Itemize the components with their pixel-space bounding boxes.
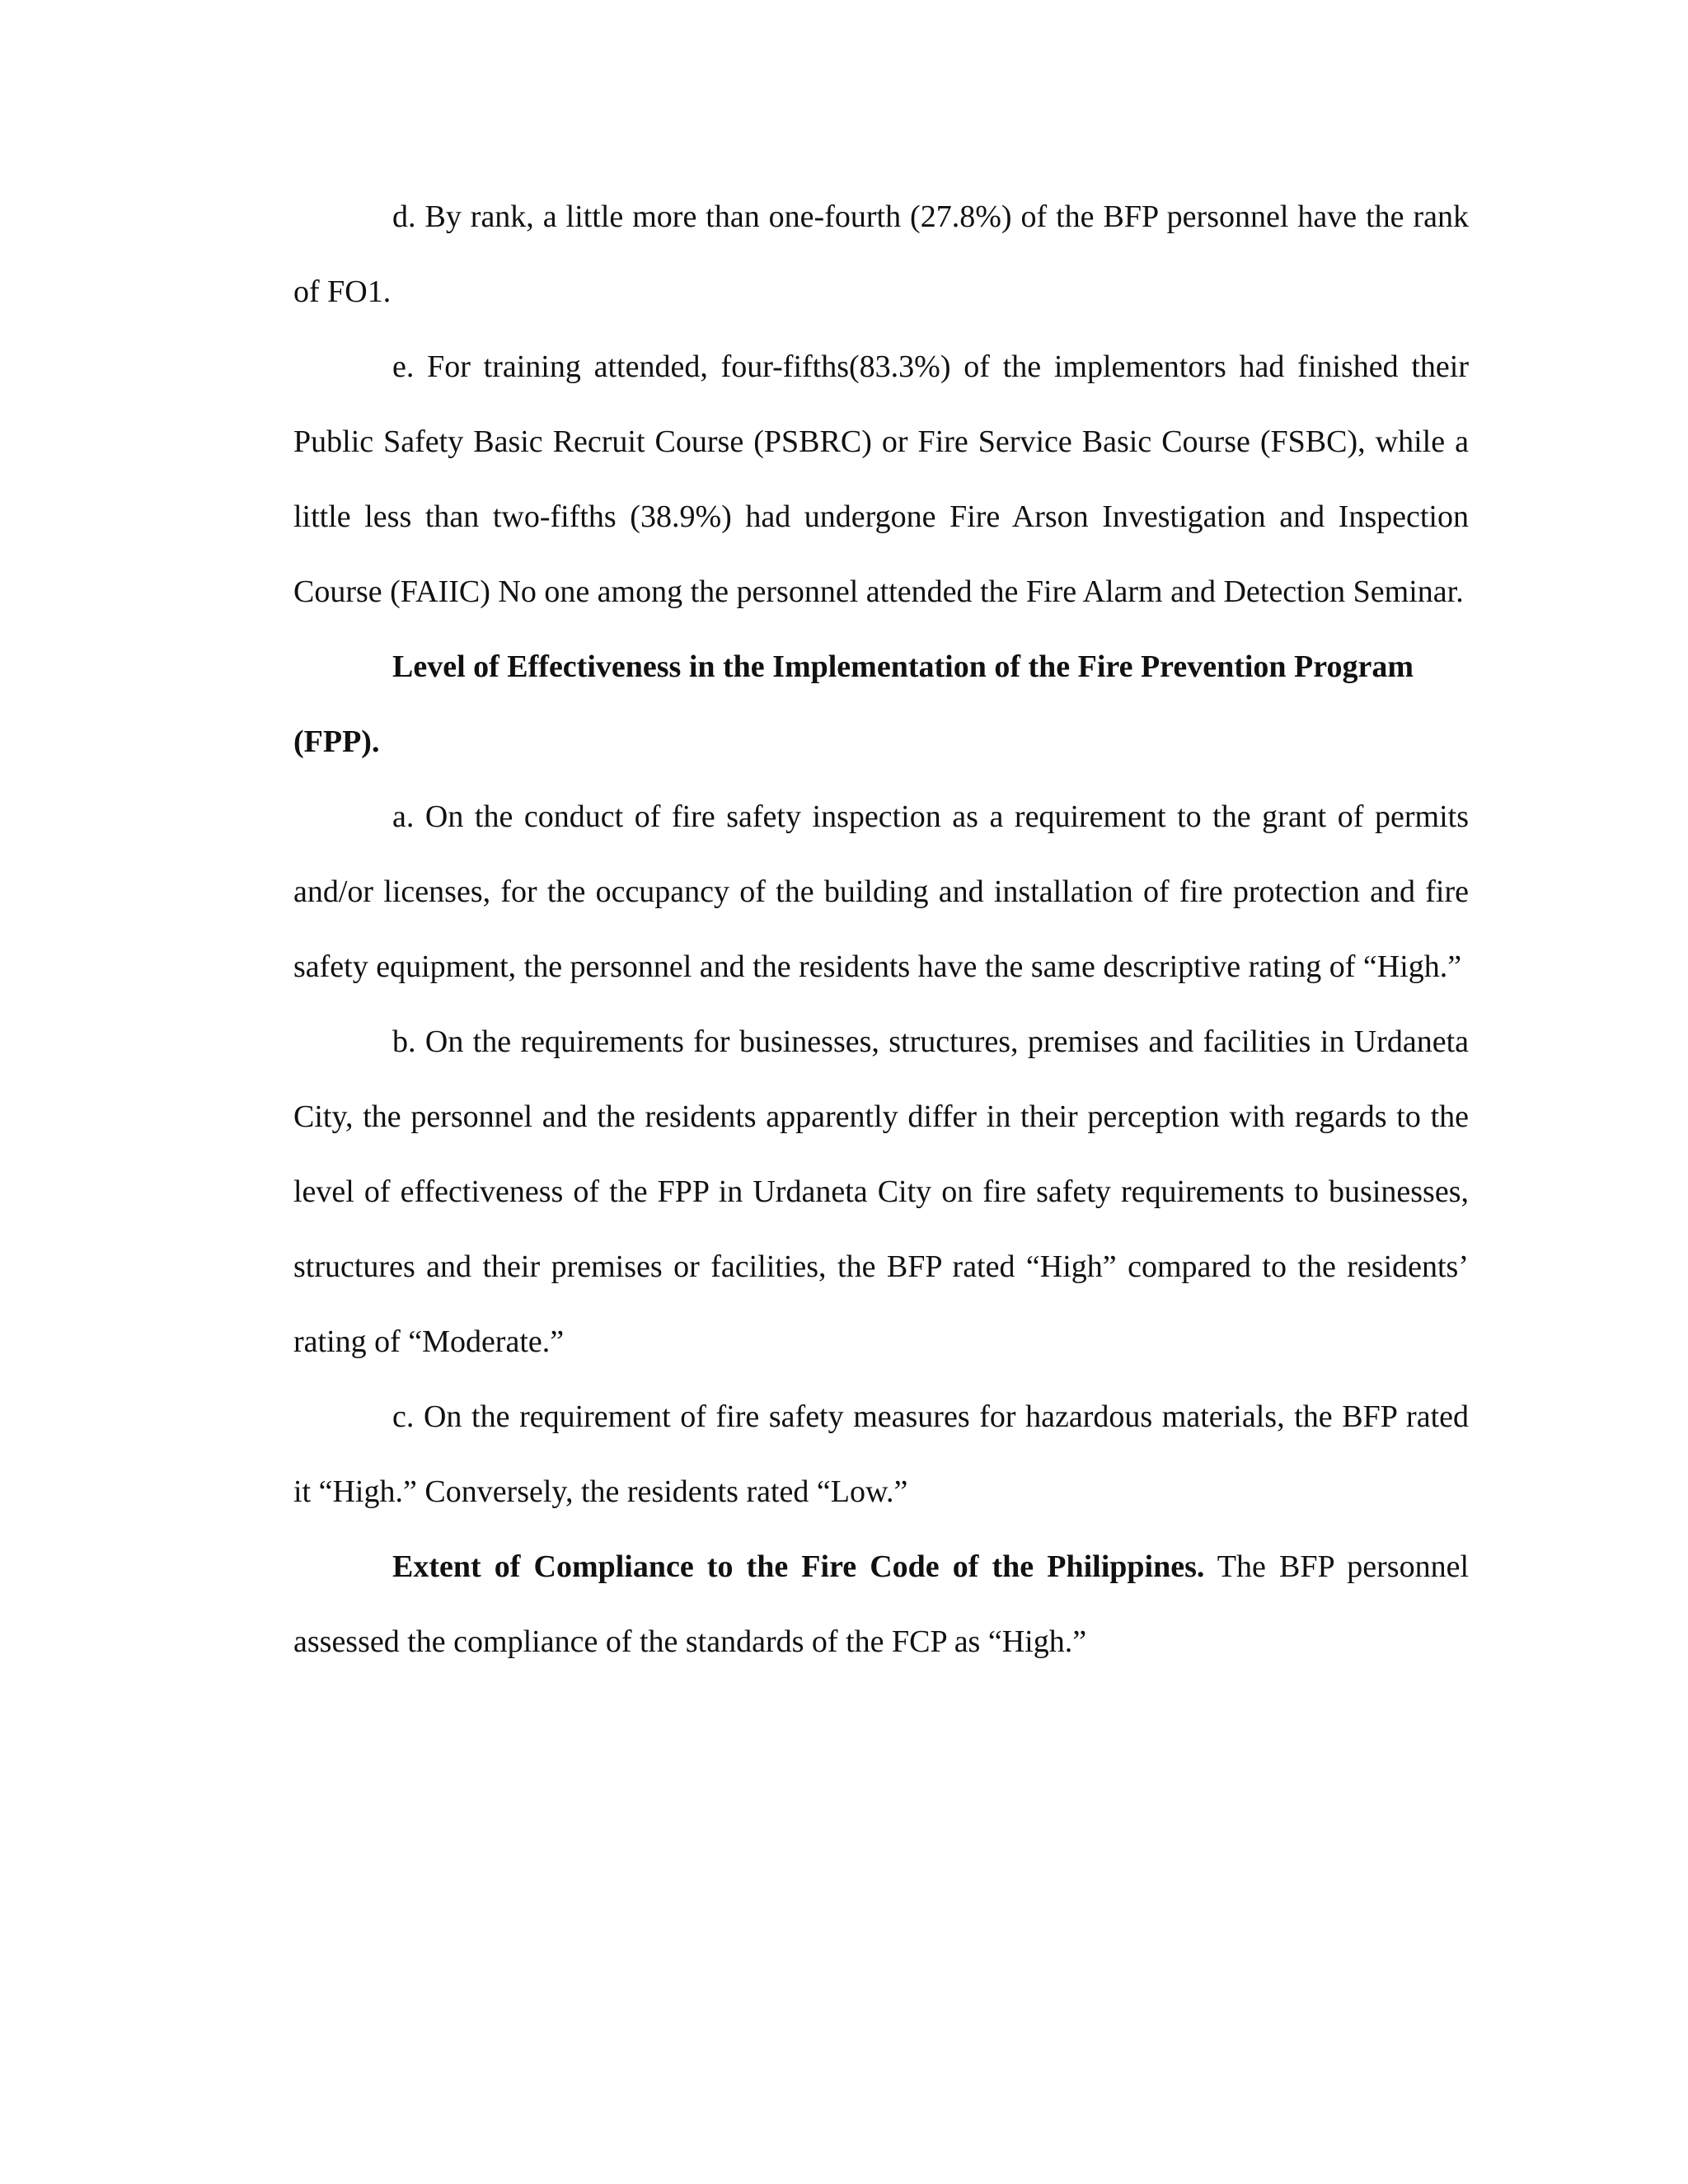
section-heading-compliance: Extent of Compliance to the Fire Code of the Philippines.: [392, 1549, 1205, 1584]
paragraph-rank: d. By rank, a little more than one-fourth (27.8%) of the BFP personnel have the rank of FO1.: [293, 199, 1469, 309]
compliance-text: The BFP personnel assessed the compliance of the standards of the FCP as “High.”: [293, 1549, 1470, 1659]
paragraph-hazardous-materials: c. On the requirement of fire safety measures for hazardous materials, the BFP rated it “High.” Conversely, the residents rated “Low.”: [293, 1399, 1469, 1509]
paragraph-business-requirements: b. On the requirements for businesses, structures, premises and facilities in Urdaneta City, the personnel and the residents apparently differ in their perception with regards to the level of effectiveness of the FPP in Urdaneta City on fire safety requirements to businesses, structures and their premises or facilities, the BFP rated “High” compared to the residents’ rating of “Moderate.”: [293, 1024, 1469, 1359]
section-heading-effectiveness: Level of Effectiveness in the Implementation of the Fire Prevention Program (FPP).: [293, 649, 1414, 759]
paragraph-fire-safety-inspection: a. On the conduct of fire safety inspection as a requirement to the grant of permits and/or licenses, for the occupancy of the building and installation of fire protection and fire safety equipment, the personnel and the residents have the same descriptive rating of “High.”: [293, 799, 1469, 984]
paragraph-compliance: [293, 1530, 1469, 1680]
document-body: [293, 180, 1469, 1680]
paragraph-training: e. For training attended, four-fifths(83.3%) of the implementors had finished their Public Safety Basic Recruit Course (PSBRC) or Fire Service Basic Course (FSBC), while a little less than two-fifths (38.9%) had undergone Fire Arson Investigation and Inspection Course (FAIIC) No one among the personnel attended the Fire Alarm and Detection Seminar.: [293, 349, 1469, 609]
